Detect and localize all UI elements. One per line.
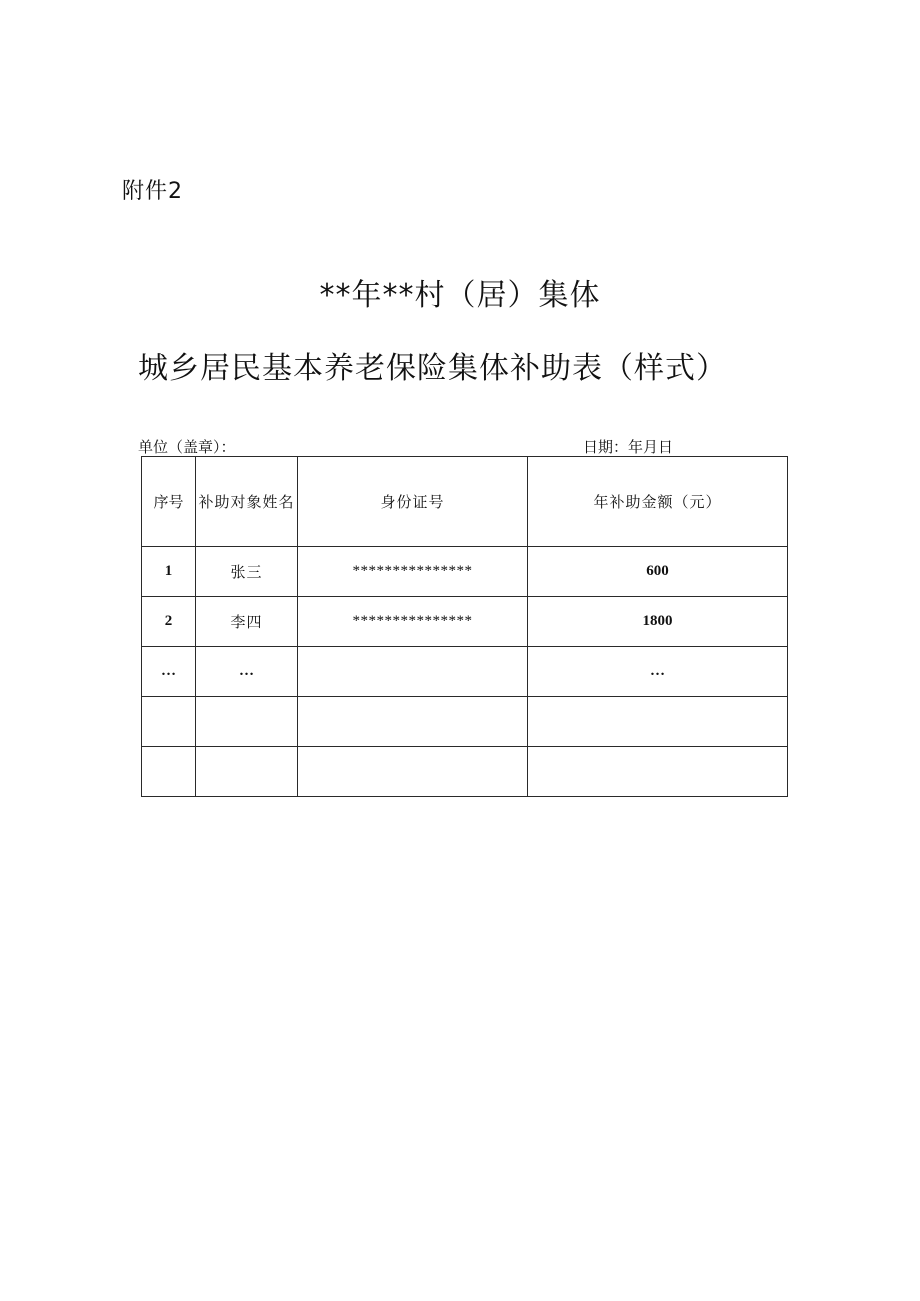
subsidy-table xyxy=(141,456,788,797)
cell-name: 张三 xyxy=(196,547,298,597)
cell-name xyxy=(196,747,298,797)
header-seq: 序号 xyxy=(142,457,196,547)
table-header-row xyxy=(142,457,788,547)
cell-seq: 2 xyxy=(142,597,196,647)
header-id-number: 身份证号 xyxy=(298,457,528,547)
table-row xyxy=(142,697,788,747)
cell-id-number xyxy=(298,647,528,697)
cell-amount xyxy=(528,747,788,797)
cell-seq: 1 xyxy=(142,547,196,597)
cell-seq xyxy=(142,697,196,747)
cell-seq: … xyxy=(142,647,196,697)
cell-seq xyxy=(142,747,196,797)
cell-id-number xyxy=(298,697,528,747)
cell-name: … xyxy=(196,647,298,697)
cell-amount xyxy=(528,697,788,747)
cell-id-number: *************** xyxy=(298,597,528,647)
header-amount: 年补助金额（元） xyxy=(528,457,788,547)
cell-amount: 1800 xyxy=(528,597,788,647)
page-title-line2: 城乡居民基本养老保险集体补助表（样式） xyxy=(138,351,727,386)
table-row xyxy=(142,747,788,797)
table-row xyxy=(142,647,788,697)
header-name: 补助对象姓名 xyxy=(196,457,298,547)
cell-amount: … xyxy=(528,647,788,697)
cell-amount: 600 xyxy=(528,547,788,597)
date-label: 日期：年月日 xyxy=(583,438,674,456)
attachment-label: 附件2 xyxy=(122,179,183,204)
table-row xyxy=(142,547,788,597)
page-title-line1: **年**村（居）集体 xyxy=(319,278,601,313)
unit-stamp-label: 单位（盖章）： xyxy=(138,438,236,456)
cell-id-number: *************** xyxy=(298,547,528,597)
cell-id-number xyxy=(298,747,528,797)
cell-name xyxy=(196,697,298,747)
cell-name: 李四 xyxy=(196,597,298,647)
table-row xyxy=(142,597,788,647)
